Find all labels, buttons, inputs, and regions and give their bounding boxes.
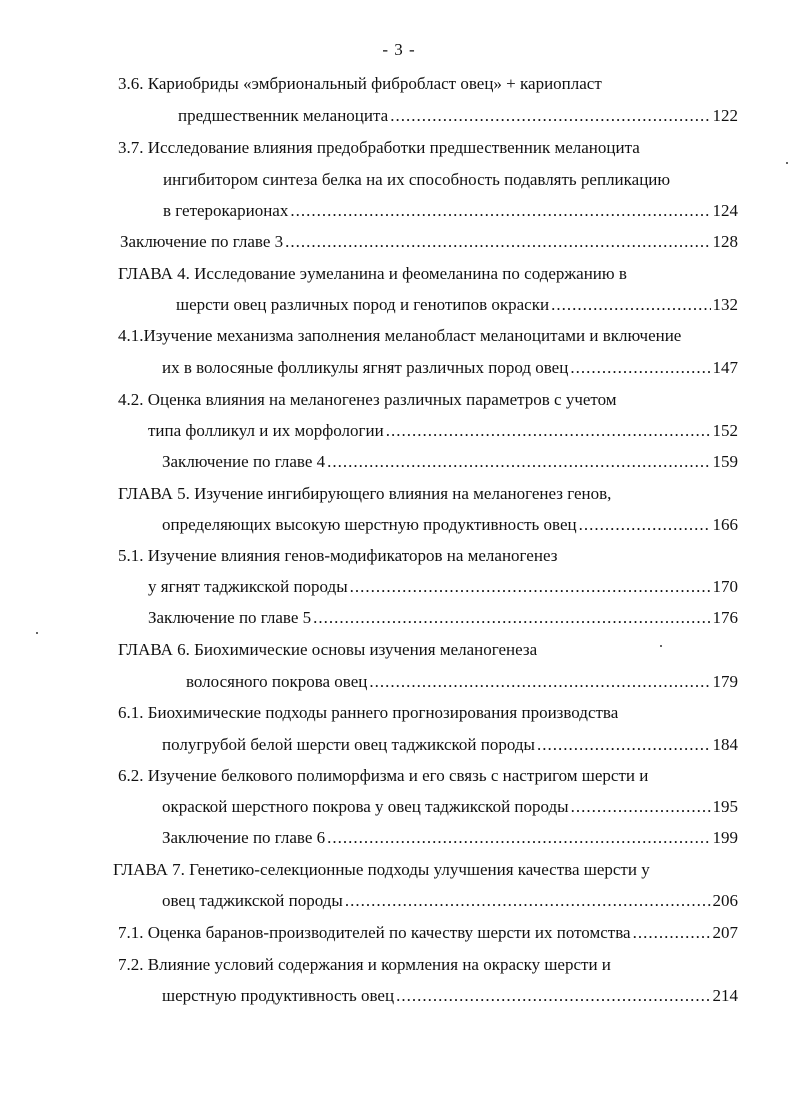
toc-entry-line	[186, 672, 738, 692]
toc-entry-line	[118, 390, 617, 410]
toc-entry-text: ГЛАВА 4. Исследование эумеланина и феомеланина по содержанию в	[118, 264, 627, 283]
toc-entry-text: ГЛАВА 5. Изучение ингибирующего влияния на меланогенез генов,	[118, 484, 612, 503]
toc-entry-text: у ягнят таджикской породы	[148, 577, 348, 596]
leader-dots	[285, 232, 710, 252]
leader-dots	[350, 577, 711, 597]
toc-entry-text: Заключение по главе 3	[120, 232, 284, 251]
leader-dots	[579, 515, 711, 535]
leader-dots	[633, 923, 711, 943]
toc-entry-line	[148, 421, 738, 441]
scan-speck	[36, 632, 38, 634]
toc-entry-text: шерсти овец различных пород и генотипов окраски	[176, 295, 550, 314]
toc-page-number: 147	[712, 358, 738, 377]
toc-page-number: 128	[712, 232, 738, 251]
toc-entry-line	[162, 891, 738, 911]
leader-dots	[537, 735, 711, 755]
toc-entry-line	[148, 608, 738, 628]
toc-entry-text: 5.1. Изучение влияния генов-модификаторов на меланогенез	[118, 546, 558, 565]
toc-page-number: 179	[712, 672, 738, 691]
toc-entry-line	[118, 923, 738, 943]
toc-entry-text: типа фолликул и их морфологии	[148, 421, 384, 440]
toc-page-number: 152	[712, 421, 738, 440]
page-number: - 3 -	[382, 40, 416, 59]
toc-entry-line	[162, 797, 738, 817]
leader-dots	[327, 828, 710, 848]
toc-entry-line	[118, 546, 557, 566]
leader-dots	[369, 672, 710, 692]
toc-entry-line	[176, 295, 738, 315]
toc-entry-line	[162, 452, 738, 472]
toc-entry-line	[118, 138, 640, 158]
toc-page-number: 132	[712, 295, 738, 314]
scan-speck	[786, 162, 788, 164]
toc-page-number: 207	[712, 923, 738, 942]
toc-entry-text: окраской шерстного покрова у овец таджикской породы	[162, 797, 569, 816]
toc-entry-line	[162, 358, 738, 378]
leader-dots	[571, 797, 711, 817]
toc-entry-line	[118, 955, 611, 975]
toc-entry-line	[162, 735, 738, 755]
toc-entry-line	[118, 264, 627, 284]
toc-entry-text: определяющих высокую шерстную продуктивность овец	[162, 515, 577, 534]
toc-entry-text: предшественник меланоцита	[178, 106, 389, 125]
scan-speck	[660, 645, 662, 647]
toc-entry-text: в гетерокарионах	[163, 201, 289, 220]
leader-dots	[345, 891, 711, 911]
toc-entry-line	[118, 74, 602, 94]
toc-entry-line	[118, 766, 648, 786]
toc-entry-text: волосяного покрова овец	[186, 672, 368, 691]
toc-entry-text: их в волосяные фолликулы ягнят различных пород овец	[162, 358, 569, 377]
leader-dots	[570, 358, 710, 378]
toc-entry-line	[163, 170, 670, 190]
toc-entry-line	[178, 106, 738, 126]
toc-page-number: 184	[712, 735, 738, 754]
leader-dots	[290, 201, 710, 221]
toc-entry-text: 4.2. Оценка влияния на меланогенез различных параметров с учетом	[118, 390, 617, 409]
toc-entry-text: 3.6. Кариобриды «эмбриональный фибробласт овец» + кариопласт	[118, 74, 602, 93]
toc-entry-line	[113, 860, 650, 880]
toc-entry-text: 6.1. Биохимические подходы раннего прогнозирования производства	[118, 703, 619, 722]
toc-entry-text: 3.7. Исследование влияния предобработки предшественник меланоцита	[118, 138, 640, 157]
toc-entry-text: ГЛАВА 7. Генетико-селекционные подходы улучшения качества шерсти у	[113, 860, 650, 879]
leader-dots	[551, 295, 710, 315]
toc-entry-line	[162, 986, 738, 1006]
toc-entry-text: шерстную продуктивность овец	[162, 986, 395, 1005]
toc-entry-line	[118, 484, 611, 504]
toc-entry-line	[118, 326, 681, 346]
toc-entry-text: овец таджикской породы	[162, 891, 343, 910]
toc-page-number: 206	[712, 891, 738, 910]
leader-dots	[390, 106, 710, 126]
toc-page-number: 122	[712, 106, 738, 125]
toc-page-number: 124	[712, 201, 738, 220]
toc-page-number: 170	[712, 577, 738, 596]
toc-entry-line	[118, 640, 537, 660]
toc-page-number: 166	[712, 515, 738, 534]
toc-entry-text: полугрубой белой шерсти овец таджикской породы	[162, 735, 535, 754]
toc-entry-line	[162, 515, 738, 535]
toc-page-number: 195	[712, 797, 738, 816]
leader-dots	[313, 608, 710, 628]
toc-entry-line	[163, 201, 738, 221]
toc-entry-text: 6.2. Изучение белкового полиморфизма и его связь с настригом шерсти и	[118, 766, 649, 785]
toc-entry-text: ГЛАВА 6. Биохимические основы изучения меланогенеза	[118, 640, 538, 659]
toc-entry-text: Заключение по главе 6	[162, 828, 326, 847]
toc-entry-line	[148, 577, 738, 597]
toc-entry-text: 7.1. Оценка баранов-производителей по качеству шерсти их потомства	[118, 923, 631, 942]
leader-dots	[386, 421, 711, 441]
toc-entry-text: Заключение по главе 4	[162, 452, 326, 471]
toc-entry-text: ингибитором синтеза белка на их способность подавлять репликацию	[163, 170, 671, 189]
toc-entry-line	[118, 703, 618, 723]
toc-entry-text: Заключение по главе 5	[148, 608, 312, 627]
toc-page-number: 199	[712, 828, 738, 847]
leader-dots	[327, 452, 710, 472]
toc-page-number: 176	[712, 608, 738, 627]
toc-entry-line	[162, 828, 738, 848]
leader-dots	[396, 986, 710, 1006]
toc-page-number: 214	[712, 986, 738, 1005]
toc-page-number: 159	[712, 452, 738, 471]
toc-entry-text: 4.1.Изучение механизма заполнения меланобласт меланоцитами и включение	[118, 326, 682, 345]
toc-entry-text: 7.2. Влияние условий содержания и кормления на окраску шерсти и	[118, 955, 611, 974]
toc-entry-line	[120, 232, 738, 252]
